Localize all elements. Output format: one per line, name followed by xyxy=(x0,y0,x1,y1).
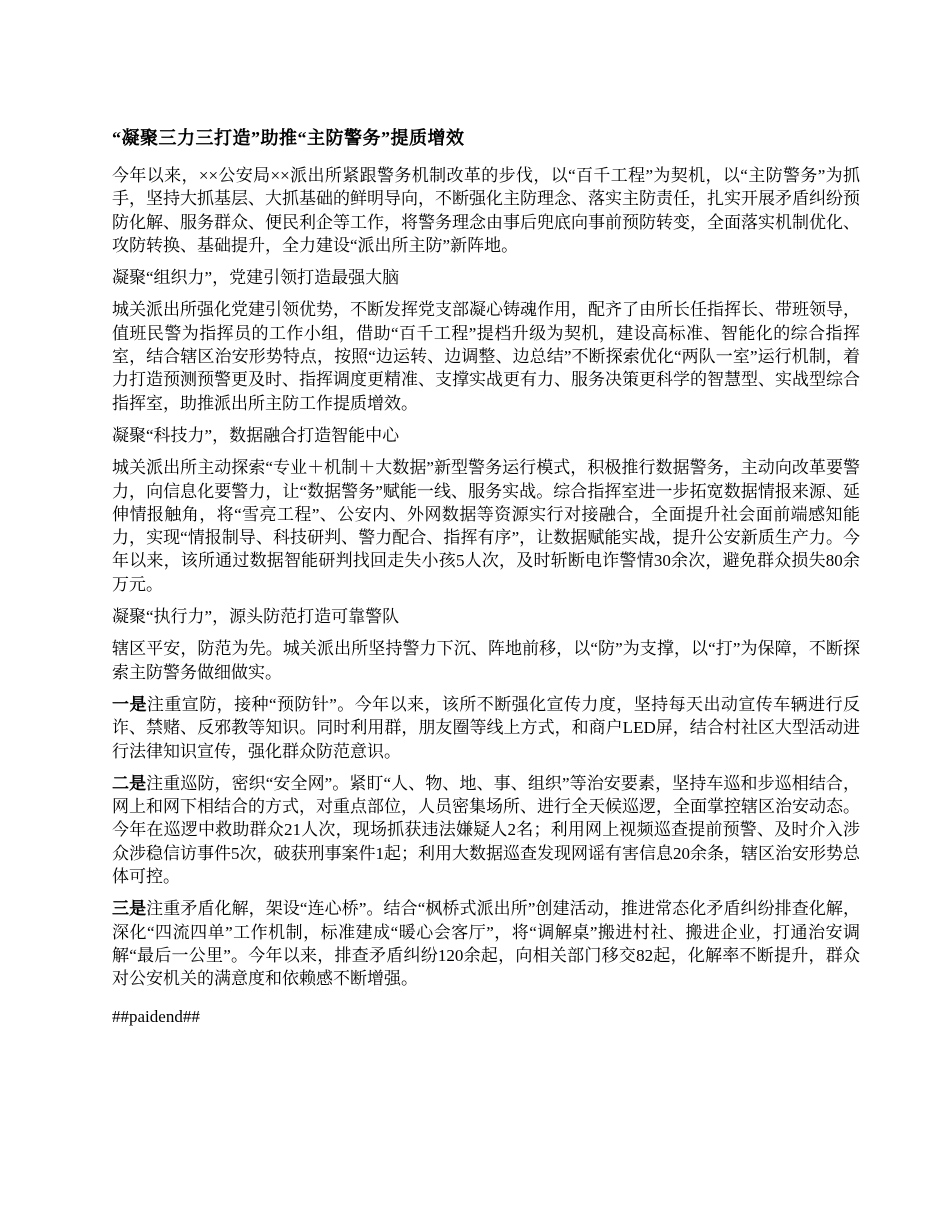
point-two-lead: 二是 xyxy=(112,773,147,793)
point-one-text: 注重宣防，接种“预防针”。今年以来，该所不断强化宣传力度，坚持每天出动宣传车辆进行反诈、禁赌、反邪教等知识。同时利用群，朋友圈等线上方式，和商户LED屏，结合村社区大型活动进行法律知识宣传，强化群众防范意识。 xyxy=(112,694,861,761)
paragraph-organization: 城关派出所强化党建引领优势，不断发挥党支部凝心铸魂作用，配齐了由所长任指挥长、带班领导，值班民警为指挥员的工作小组，借助“百千工程”提档升级为契机，建设高标准、智能化的综合指挥室，结合辖区治安形势特点，按照“边运转、边调整、边总结”不断探索优化“两队一室”运行机制，着力打造预测预警更及时、指挥调度更精准、支撑实战更有力、服务决策更科学的智慧型、实战型综合指挥室，助推派出所主防工作提质增效。 xyxy=(112,300,860,413)
section-heading-organization: 凝聚“组织力”，党建引领打造最强大脑 xyxy=(112,268,400,288)
paragraph-execution-intro: 辖区平安，防范为先。城关派出所坚持警力下沉、阵地前移，以“防”为支撑，以“打”为保障，不断探索主防警务做细做实。 xyxy=(112,639,860,682)
paragraph-intro: 今年以来，××公安局××派出所紧跟警务机制改革的步伐，以“百千工程”为契机，以“主防警务”为抓手，坚持大抓基层、大抓基础的鲜明导向，不断强化主防理念、落实主防责任，扎实开展矛盾纠纷预防化解、服务群众、便民利企等工作，将警务理念由事后兜底向事前预防转变，全面落实机制优化、攻防转换、基础提升，全力建设“派出所主防”新阵地。 xyxy=(112,166,860,255)
document-content xyxy=(112,126,860,1037)
point-two-text: 注重巡防，密织“安全网”。紧盯“人、物、地、事、组织”等治安要素，坚持车巡和步巡相结合，网上和网下相结合的方式，对重点部位，人员密集场所、进行全天候巡逻，全面掌控辖区治安动态。今年在巡逻中救助群众21人次，现场抓获违法嫌疑人2名；利用网上视频巡查提前预警、及时介入涉众涉稳信访事件5次，破获刑事案件1起；利用大数据巡查发现网谣有害信息20余条，辖区治安形势总体可控。 xyxy=(112,773,860,887)
document-title: “凝聚三力三打造”助推“主防警务”提质增效 xyxy=(112,128,465,148)
paragraph-point-two xyxy=(112,772,860,888)
paragraph-point-one xyxy=(112,693,860,763)
paid-end-marker: ##paidend## xyxy=(112,1006,200,1026)
point-three-text: 注重矛盾化解，架设“连心桥”。结合“枫桥式派出所”创建活动，推进常态化矛盾纠纷排查化解，深化“四流四单”工作机制，标准建成“暖心会客厅”，将“调解桌”搬进村社、搬进企业，打通治安调解“最后一公里”。今年以来，排查矛盾纠纷120余起，向相关部门移交82起，化解率不断提升，群众对公安机关的满意度和依赖感不断增强。 xyxy=(112,899,860,989)
point-three-lead: 三是 xyxy=(112,899,147,919)
section-heading-execution: 凝聚“执行力”，源头防范打造可靠警队 xyxy=(112,607,400,627)
section-heading-technology: 凝聚“科技力”，数据融合打造智能中心 xyxy=(112,425,400,445)
paragraph-point-three xyxy=(112,897,860,990)
point-one-lead: 一是 xyxy=(112,694,147,714)
paragraph-technology: 城关派出所主动探索“专业＋机制＋大数据”新型警务运行模式，积极推行数据警务，主动向改革要警力，向信息化要警力，让“数据警务”赋能一线、服务实战。综合指挥室进一步拓宽数据情报来源、延伸情报触角，将“雪亮工程”、公安内、外网数据等资源实行对接融合，全面提升社会面前端感知能力，实现“情报制导、科技研判、警力配合、指挥有序”，让数据赋能实战，提升公安新质生产力。今年以来，该所通过数据智能研判找回走失小孩5人次，及时斩断电诈警情30余次，避免群众损失80余万元。 xyxy=(112,458,860,594)
